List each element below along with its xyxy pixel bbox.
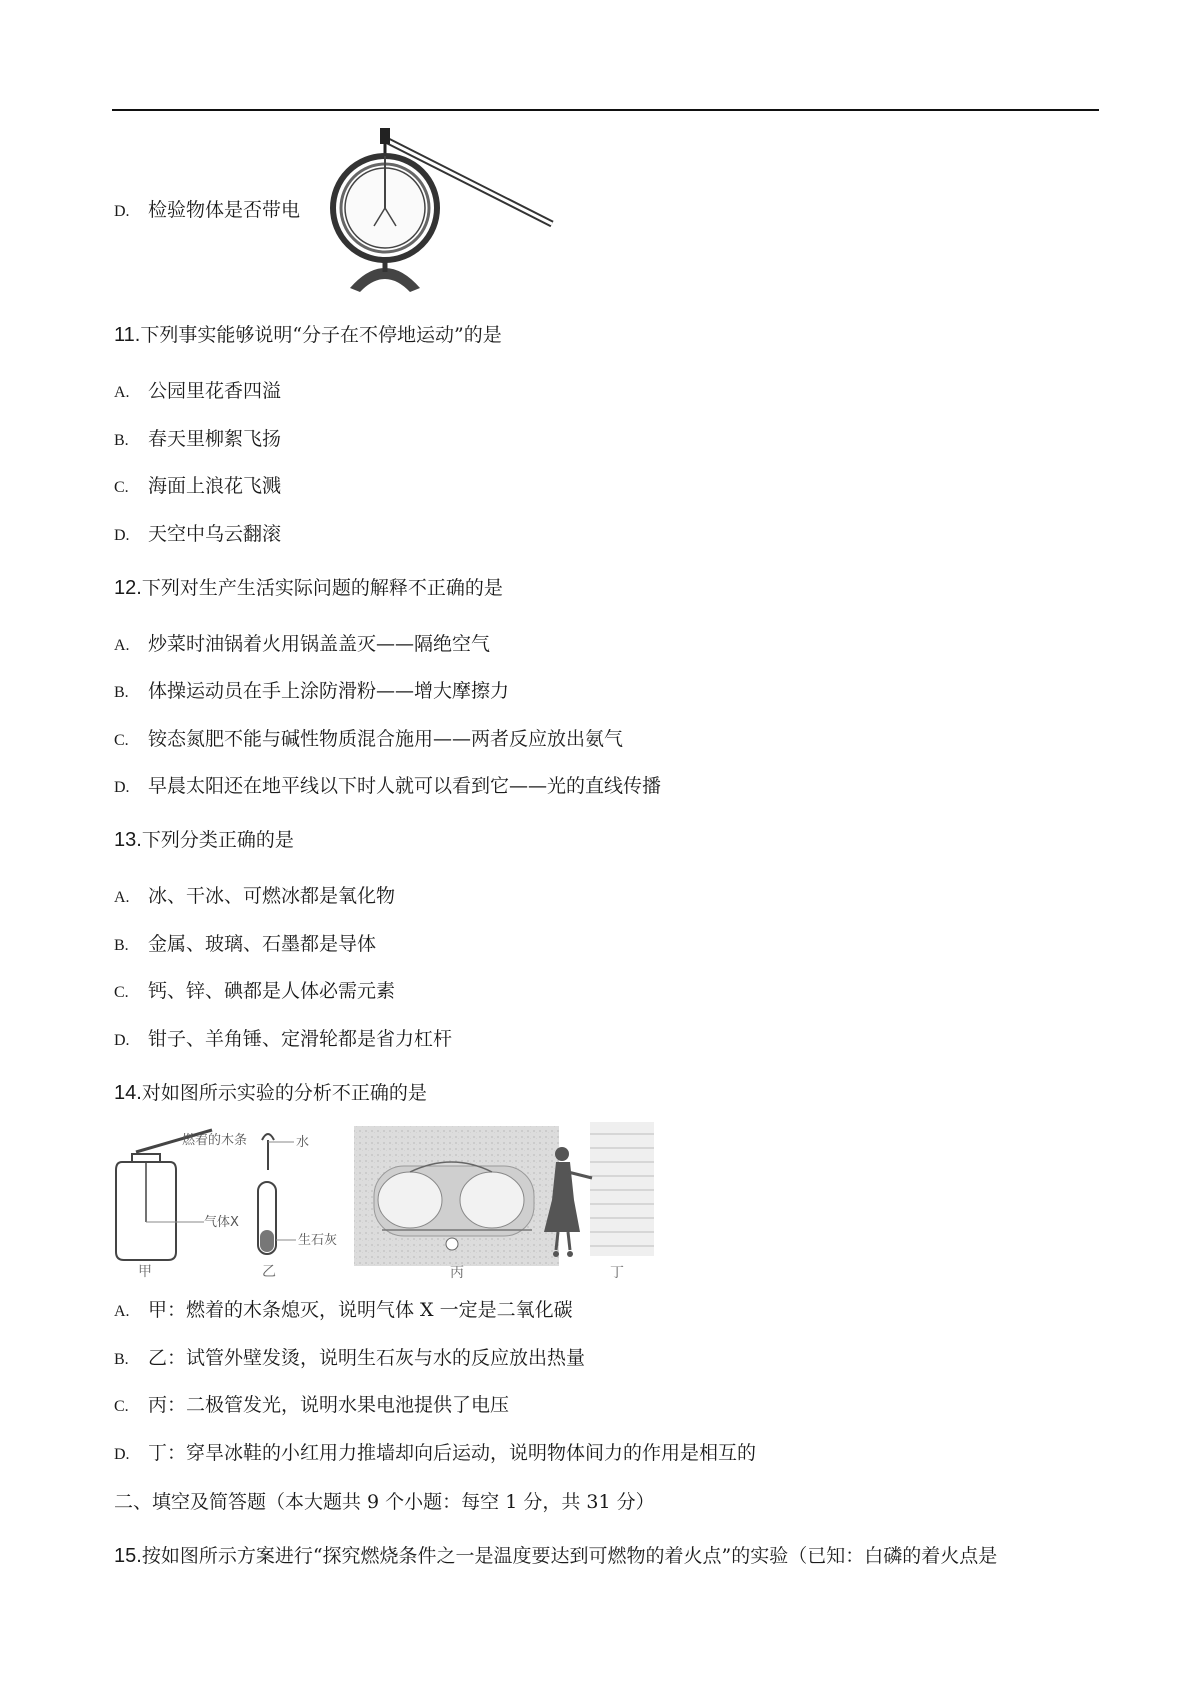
option-letter: C. <box>114 479 129 496</box>
q12-option-c <box>114 726 623 754</box>
question-text: 按如图所示方案进行“探究燃烧条件之一是温度要达到可燃物的着火点”的实验（已知：白磷的着火点是 <box>141 1545 998 1567</box>
option-text: 春天里柳絮飞扬 <box>148 428 282 450</box>
q14-option-a <box>114 1297 573 1325</box>
option-letter: D. <box>114 1032 130 1049</box>
q12-stem <box>114 575 503 601</box>
section-2-heading: 二、填空及简答题（本大题共 9 个小题：每空 1 分，共 31 分） <box>114 1491 655 1513</box>
figure-ding-pushing-wall <box>544 1122 654 1280</box>
option-text: 钙、锌、碘都是人体必需元素 <box>148 980 396 1002</box>
option-letter: A. <box>114 889 130 906</box>
question-number: 13. <box>114 829 142 851</box>
q10-option-d <box>114 197 300 225</box>
option-text: 天空中乌云翻滚 <box>148 523 282 545</box>
option-text: 检验物体是否带电 <box>148 199 301 221</box>
question-text: 对如图所示实验的分析不正确的是 <box>141 1082 427 1104</box>
q13-option-b <box>114 931 376 959</box>
question-text: 下列分类正确的是 <box>141 829 294 851</box>
option-letter: A. <box>114 637 130 654</box>
annotation-quicklime: 生石灰 <box>298 1233 338 1248</box>
option-text: 铵态氮肥不能与碱性物质混合施用——两者反应放出氨气 <box>148 728 624 750</box>
q14-option-b <box>114 1345 585 1373</box>
option-letter: D. <box>114 1446 130 1463</box>
option-text: 钳子、羊角锤、定滑轮都是省力杠杆 <box>148 1028 453 1050</box>
annotation-splint: 燃着的木条 <box>182 1133 248 1148</box>
option-letter: D. <box>114 203 130 220</box>
electroscope-icon <box>330 128 560 296</box>
option-letter: B. <box>114 684 129 701</box>
q11-option-a <box>114 378 281 406</box>
option-letter: D. <box>114 527 130 544</box>
q14-option-c <box>114 1392 509 1420</box>
figure-label-ding: 丁 <box>610 1265 624 1280</box>
option-letter: D. <box>114 779 130 796</box>
q15-stem <box>114 1543 997 1569</box>
option-letter: C. <box>114 1398 129 1415</box>
figure-yi-test-tube <box>258 1134 337 1280</box>
option-text: 体操运动员在手上涂防滑粉——增大摩擦力 <box>148 680 510 702</box>
question-number: 14. <box>114 1082 142 1104</box>
q12-option-d <box>114 773 661 801</box>
question-text: 下列对生产生活实际问题的解释不正确的是 <box>141 577 503 599</box>
q13-stem <box>114 827 294 853</box>
annotation-gas-x: 气体X <box>204 1215 239 1230</box>
option-letter: A. <box>114 1303 130 1320</box>
option-text: 甲：燃着的木条熄灭，说明气体 X 一定是二氧化碳 <box>148 1299 573 1321</box>
header-rule <box>112 109 1099 111</box>
question-number: 11. <box>114 324 141 346</box>
option-text: 炒菜时油锅着火用锅盖盖灭——隔绝空气 <box>148 633 491 655</box>
q13-option-d <box>114 1026 452 1054</box>
q14-figure <box>112 1122 682 1280</box>
option-text: 海面上浪花飞溅 <box>148 475 282 497</box>
q11-option-d <box>114 521 281 549</box>
q11-stem <box>114 322 502 348</box>
figure-label-bing: 丙 <box>450 1265 464 1280</box>
option-letter: A. <box>114 384 130 401</box>
option-letter: C. <box>114 732 129 749</box>
q13-option-a <box>114 883 395 911</box>
question-number: 15. <box>114 1545 142 1567</box>
option-letter: B. <box>114 937 129 954</box>
q11-option-c <box>114 473 281 501</box>
annotation-water: 水 <box>296 1135 310 1150</box>
option-letter: C. <box>114 984 129 1001</box>
figure-bing-fruit-battery <box>354 1126 559 1280</box>
q14-stem <box>114 1080 427 1106</box>
figure-jia-gas-jar <box>116 1130 247 1280</box>
option-text: 丙：二极管发光，说明水果电池提供了电压 <box>148 1394 510 1416</box>
question-number: 12. <box>114 577 142 599</box>
question-text: 下列事实能够说明“分子在不停地运动”的是 <box>140 324 502 346</box>
q12-option-b <box>114 678 509 706</box>
figure-label-yi: 乙 <box>262 1264 276 1280</box>
option-letter: B. <box>114 1351 129 1368</box>
q13-option-c <box>114 978 395 1006</box>
option-text: 丁：穿旱冰鞋的小红用力推墙却向后运动，说明物体间力的作用是相互的 <box>148 1442 757 1464</box>
option-text: 早晨太阳还在地平线以下时人就可以看到它——光的直线传播 <box>148 775 662 797</box>
figure-label-jia: 甲 <box>138 1264 152 1280</box>
option-text: 冰、干冰、可燃冰都是氧化物 <box>148 885 396 907</box>
option-text: 乙：试管外壁发烫，说明生石灰与水的反应放出热量 <box>148 1347 586 1369</box>
option-letter: B. <box>114 432 129 449</box>
q11-option-b <box>114 426 281 454</box>
q14-option-d <box>114 1440 756 1468</box>
option-text: 公园里花香四溢 <box>148 380 282 402</box>
q12-option-a <box>114 631 490 659</box>
option-text: 金属、玻璃、石墨都是导体 <box>148 933 377 955</box>
